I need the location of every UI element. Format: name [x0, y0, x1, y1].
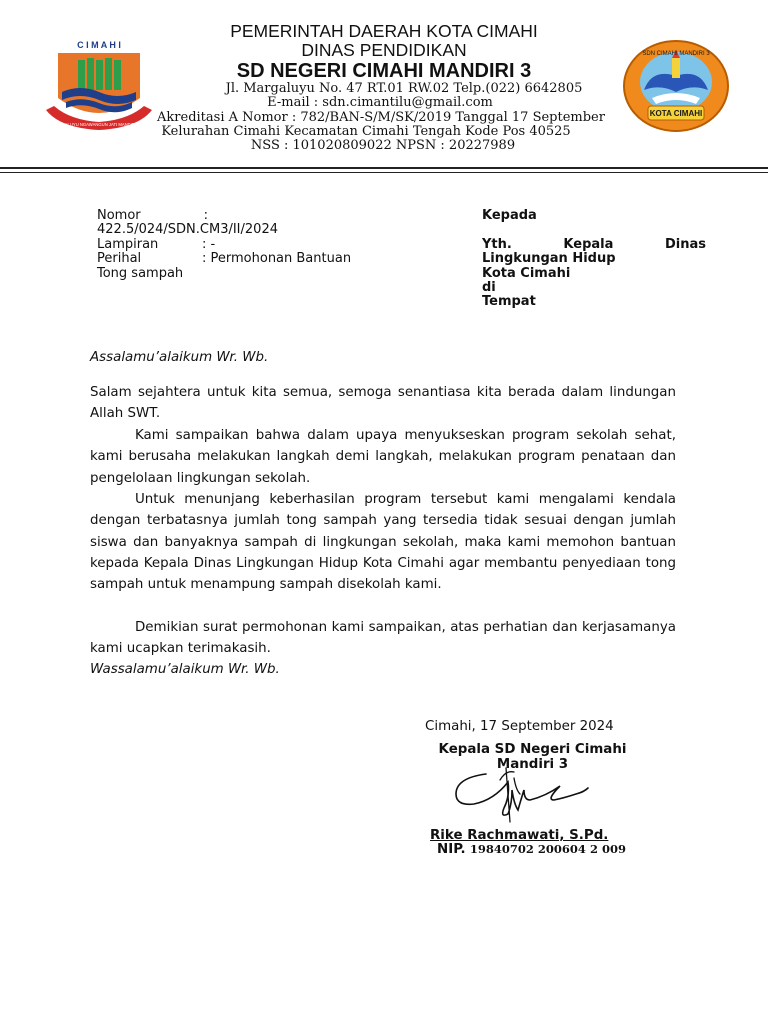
recipient-word-kepala: Kepala: [563, 236, 614, 252]
nomor-label: Nomor: [97, 208, 141, 223]
government-name: PEMERINTAH DAERAH KOTA CIMAHI: [230, 21, 538, 41]
place-and-date: Cimahi, 17 September 2024: [425, 719, 614, 734]
emblem-motto-text: SALUYU NGAWANGUN JATI MANDIRI: [61, 122, 137, 127]
emblem-top-text: C I M A H I: [77, 40, 121, 50]
kepada-label: Kepada: [482, 208, 537, 223]
emblem-ring-text: SDN CIMAHI MANDIRI 3: [642, 51, 710, 57]
signer-name: Rike Rachmawati, S.Pd.: [430, 828, 609, 843]
paragraph-3: Untuk menunjang keberhasilan program tersebut kami mengalami kendala dengan terbatasnya jumlah tong sampah yang tersedia tidak sesuai dengan jumlah siswa dan banyaknya sampah di lingkungan sekolah, maka kami memohon bantuan kepada Kepala Dinas Lingkungan Hidup Kota Cimahi agar membantu penyediaan tong sampah untuk menampung sampah disekolah kami.: [90, 492, 676, 593]
lampiran-value: : -: [202, 236, 216, 252]
nss-npsn-info: NSS : 101020809022 NPSN : 20227989: [250, 138, 516, 153]
lampiran-row: [97, 238, 387, 252]
nomor-row: [97, 209, 387, 223]
recipient-line-5: Tempat: [482, 294, 536, 310]
recipient-block: [482, 209, 706, 310]
perihal-value-continued: Tong sampah: [97, 265, 184, 281]
paragraph-4: Demikian surat permohonan kami sampaikan, atas perhatian dan kerjasamanya kami ucapkan terimakasih.: [90, 620, 676, 657]
emblem-banner-text: KOTA CIMAHI: [649, 109, 703, 118]
school-address: Jl. Margaluyu No. 47 RT.01 RW.02 Telp.(022) 6642805: [225, 81, 583, 96]
letterhead-divider-thick: [0, 167, 768, 169]
nip-value: 19840702 200604 2 009: [469, 842, 626, 856]
closing-greeting: Wassalamu’alaikum Wr. Wb.: [90, 662, 280, 677]
accreditation-info: Akreditasi A Nomor : 782/BAN-S/M/SK/2019 Tanggal 17 September: [157, 110, 605, 125]
recipient-line-2: Lingkungan Hidup: [482, 251, 616, 267]
paragraph-2: Kami sampaikan bahwa dalam upaya menyukseskan program sekolah sehat, kami berusaha melakukan langkah demi langkah, melakukan program penataan dan pengelolaan lingkungan sekolah.: [90, 428, 676, 486]
perihal-row: [97, 252, 387, 266]
perihal-label: Perihal: [97, 251, 142, 267]
signer-position-line-1: Kepala SD Negeri Cimahi: [438, 742, 627, 757]
recipient-yth: Yth.: [482, 236, 512, 252]
recipient-line-1: [482, 238, 706, 252]
opening-greeting: Assalamu’alaikum Wr. Wb.: [90, 350, 269, 365]
paragraph-1: Salam sejahtera untuk kita semua, semoga senantiasa kita berada dalam lindungan Allah SWT.: [90, 385, 676, 422]
recipient-line-3: Kota Cimahi: [482, 265, 571, 281]
perihal-value: : Permohonan Bantuan: [202, 251, 352, 267]
nip-label: NIP.: [437, 842, 466, 857]
school-name: SD NEGERI CIMAHI MANDIRI 3: [236, 60, 532, 82]
nomor-colon: :: [203, 208, 209, 223]
recipient-line-4: di: [482, 280, 496, 296]
recipient-word-dinas: Dinas: [664, 236, 706, 252]
lampiran-label: Lampiran: [97, 236, 159, 252]
signer-nip-row: [437, 842, 626, 857]
letterhead-divider-thin: [0, 172, 768, 173]
kelurahan-info: Kelurahan Cimahi Kecamatan Cimahi Tengah Kode Pos 40525: [161, 124, 571, 139]
school-email: E-mail : sdn.cimantilu@gmail.com: [267, 95, 493, 110]
department-name: DINAS PENDIDIKAN: [301, 40, 467, 60]
nomor-value: 422.5/024/SDN.CM3/II/2024: [97, 222, 278, 238]
handwritten-signature: [450, 760, 590, 824]
letter-meta-block: [97, 209, 387, 281]
signer-position-line-2: Mandiri 3: [496, 757, 569, 772]
